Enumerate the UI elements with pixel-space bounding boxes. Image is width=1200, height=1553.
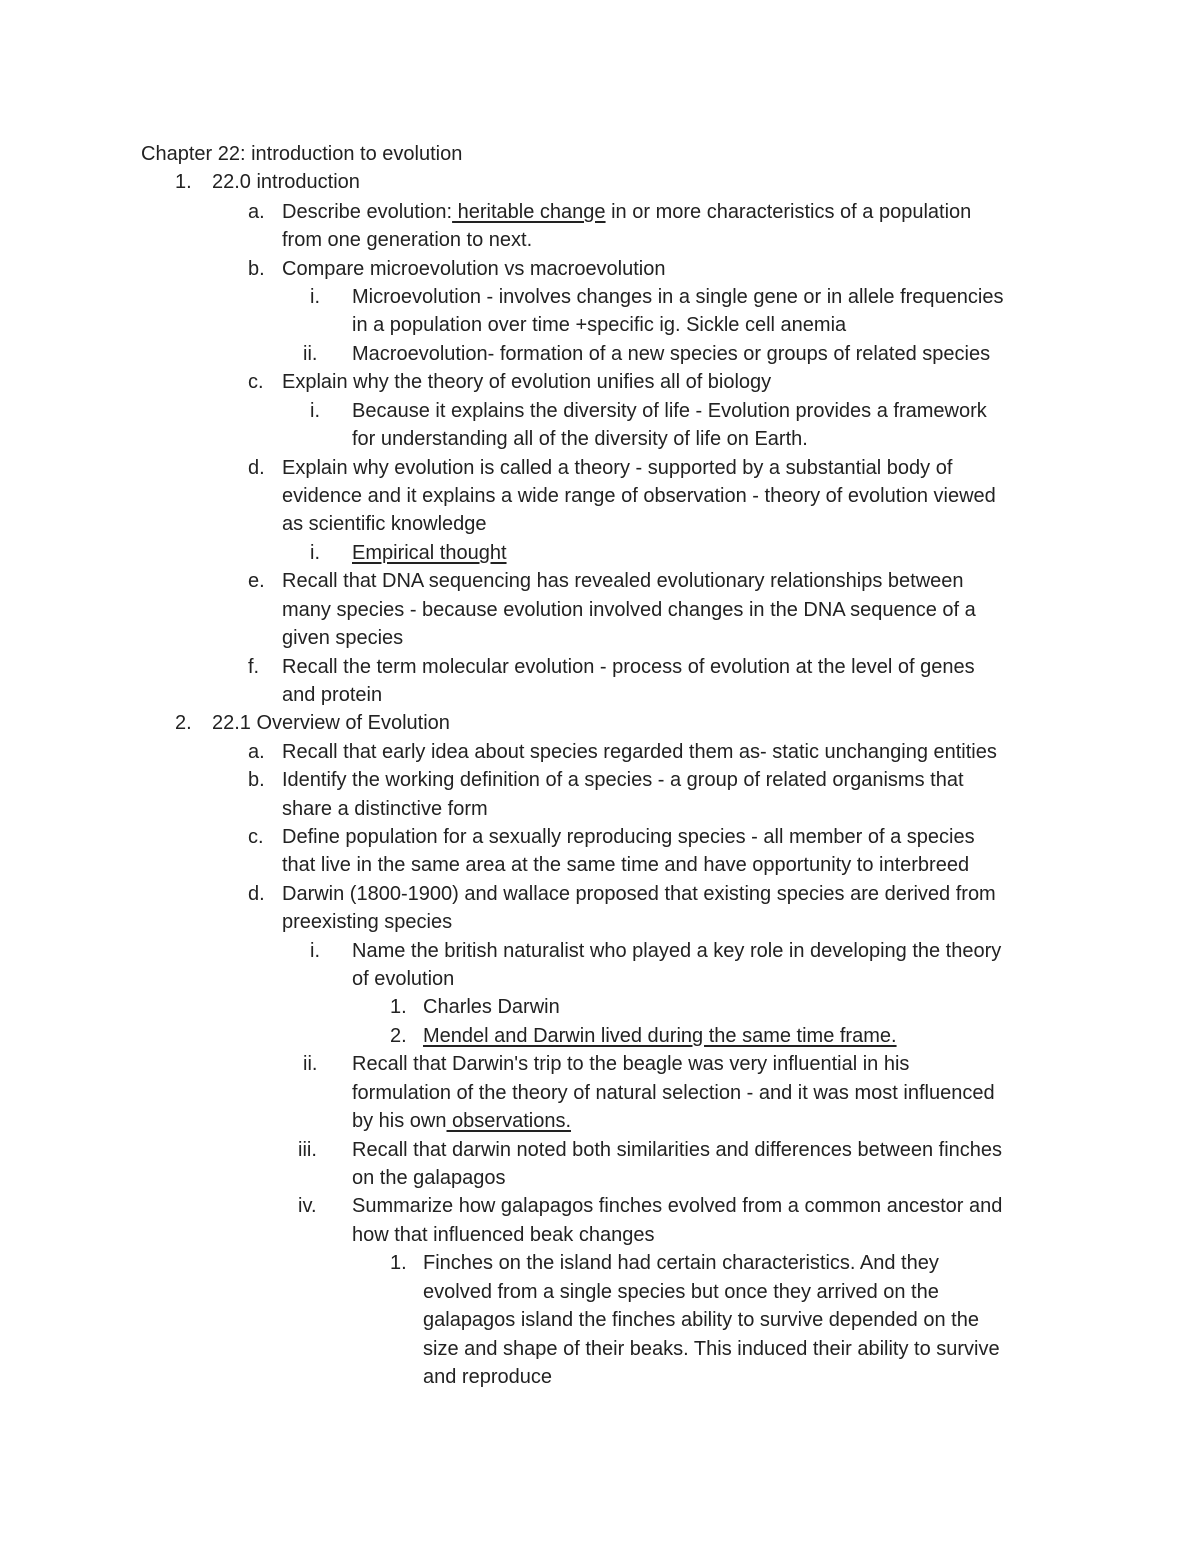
list-marker: 1. <box>390 1252 407 1274</box>
list-marker: 2. <box>175 712 192 734</box>
list-item-text: Recall that darwin noted both similarities and differences between finches <box>352 1139 1002 1161</box>
list-marker: i. <box>310 542 320 564</box>
list-item-text: Summarize how galapagos finches evolved from a common ancestor and <box>352 1195 1003 1217</box>
list-item-text: given species <box>282 627 404 649</box>
text-span: Describe evolution: <box>282 201 453 223</box>
list-marker: a. <box>248 201 265 223</box>
list-item-text <box>282 200 971 224</box>
document-title: Chapter 22: introduction to evolution <box>141 143 463 165</box>
text-span: in or more characteristics of a population <box>605 201 972 223</box>
list-item-text: Recall that Darwin's trip to the beagle was very influential in his <box>352 1053 910 1075</box>
list-item-text: and protein <box>282 684 383 706</box>
list-item-text <box>423 1024 897 1048</box>
list-item-text: Identify the working definition of a species - a group of related organisms that <box>282 769 964 791</box>
list-marker: i. <box>310 286 320 308</box>
list-item-text: many species - because evolution involved changes in the DNA sequence of a <box>282 599 976 621</box>
list-marker: b. <box>248 769 265 791</box>
list-marker: iv. <box>298 1195 317 1217</box>
list-marker: d. <box>248 883 265 905</box>
list-marker: iii. <box>298 1139 317 1161</box>
list-marker: c. <box>248 371 264 393</box>
list-marker: i. <box>310 940 320 962</box>
list-item-text: size and shape of their beaks. This induced their ability to survive <box>423 1338 1000 1360</box>
list-item-text <box>352 541 507 565</box>
list-item-text: formulation of the theory of natural selection - and it was most influenced <box>352 1082 995 1104</box>
list-marker: e. <box>248 570 265 592</box>
list-item-text: preexisting species <box>282 911 453 933</box>
list-item-text: Because it explains the diversity of life - Evolution provides a framework <box>352 400 987 422</box>
list-marker: b. <box>248 258 265 280</box>
list-item-text: Finches on the island had certain characteristics. And they <box>423 1252 939 1274</box>
list-item-text: and reproduce <box>423 1366 552 1388</box>
section-heading: 22.1 Overview of Evolution <box>212 712 450 734</box>
list-marker: c. <box>248 826 264 848</box>
list-item-text: Compare microevolution vs macroevolution <box>282 258 666 280</box>
list-item-text: evidence and it explains a wide range of observation - theory of evolution viewed <box>282 485 996 507</box>
list-marker: i. <box>310 400 320 422</box>
list-item-text: galapagos island the finches ability to survive depended on the <box>423 1309 979 1331</box>
underlined-text: Mendel and Darwin lived during the same time frame. <box>423 1025 897 1047</box>
list-item-text: Recall that early idea about species regarded them as- static unchanging entities <box>282 741 997 763</box>
list-marker: d. <box>248 457 265 479</box>
list-marker: 2. <box>390 1025 407 1047</box>
list-item-text: evolved from a single species but once they arrived on the <box>423 1281 939 1303</box>
list-item-text: Charles Darwin <box>423 996 560 1018</box>
list-item-text: in a population over time +specific ig. Sickle cell anemia <box>352 314 847 336</box>
text-span: by his own <box>352 1110 447 1132</box>
underlined-text: heritable change <box>452 201 606 223</box>
list-item-text: on the galapagos <box>352 1167 506 1189</box>
list-item-text: how that influenced beak changes <box>352 1224 655 1246</box>
section-heading: 22.0 introduction <box>212 171 360 193</box>
list-item-text: Explain why the theory of evolution unifies all of biology <box>282 371 772 393</box>
list-item-text: Define population for a sexually reproducing species - all member of a species <box>282 826 975 848</box>
list-item-text: Darwin (1800-1900) and wallace proposed that existing species are derived from <box>282 883 996 905</box>
list-marker: a. <box>248 741 265 763</box>
list-marker: 1. <box>390 996 407 1018</box>
list-item-text: Recall that DNA sequencing has revealed evolutionary relationships between <box>282 570 964 592</box>
list-item-text: share a distinctive form <box>282 798 488 820</box>
list-item-text: of evolution <box>352 968 455 990</box>
list-item-text: Explain why evolution is called a theory - supported by a substantial body of <box>282 457 953 479</box>
list-item-text: for understanding all of the diversity of life on Earth. <box>352 428 808 450</box>
underlined-text: observations. <box>446 1110 572 1132</box>
underlined-text: Empirical thought <box>352 542 507 564</box>
list-item-text: Recall the term molecular evolution - process of evolution at the level of genes <box>282 656 975 678</box>
list-item-text: Microevolution - involves changes in a single gene or in allele frequencies <box>352 286 1004 308</box>
list-item-text: Macroevolution- formation of a new species or groups of related species <box>352 343 991 365</box>
list-marker: ii. <box>303 343 318 365</box>
list-item-text <box>352 1109 571 1133</box>
list-marker: ii. <box>303 1053 318 1075</box>
list-item-text: Name the british naturalist who played a key role in developing the theory <box>352 940 1002 962</box>
list-marker: f. <box>248 656 260 678</box>
list-marker: 1. <box>175 171 192 193</box>
list-item-text: that live in the same area at the same time and have opportunity to interbreed <box>282 854 970 876</box>
list-item-text: from one generation to next. <box>282 229 533 251</box>
list-item-text: as scientific knowledge <box>282 513 487 535</box>
